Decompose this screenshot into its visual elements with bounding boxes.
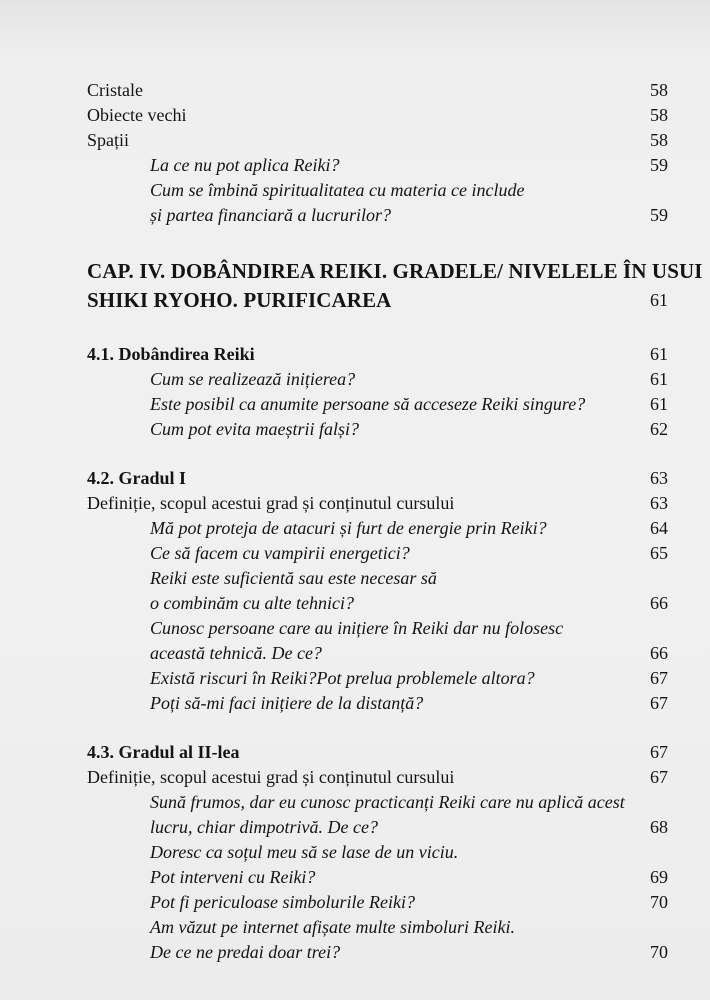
toc-entry-page: 64 xyxy=(650,518,668,538)
toc-entry xyxy=(0,152,710,178)
toc-entry-title: Pot interveni cu Reiki? xyxy=(150,867,316,887)
toc-entry-page: 70 xyxy=(650,942,668,962)
toc-entry-page: 69 xyxy=(650,867,668,887)
toc-entry-title: lucru, chiar dimpotrivă. De ce? xyxy=(150,817,378,837)
toc-entry-page: 61 xyxy=(650,369,668,389)
toc-entry-page: 66 xyxy=(650,643,668,663)
chapter-heading xyxy=(0,285,710,315)
toc-entry-title: Cunosc persoane care au inițiere în Reiki dar nu folosesc xyxy=(150,618,564,638)
toc-entry xyxy=(0,640,710,666)
toc-entry-page: 63 xyxy=(650,493,668,513)
toc-entry xyxy=(0,515,710,541)
toc-entry-title: La ce nu pot aplica Reiki? xyxy=(150,155,340,175)
toc-entry xyxy=(0,490,710,516)
toc-entry-title: Cum se îmbină spiritualitatea cu materia ce include xyxy=(150,180,525,200)
toc-entry xyxy=(0,615,710,641)
toc-entry-title: Reiki este suficientă sau este necesar să xyxy=(150,568,437,588)
toc-entry xyxy=(0,177,710,203)
toc-entry-title: Cum se realizează inițierea? xyxy=(150,369,356,389)
chapter-title: CAP. IV. DOBÂNDIREA REIKI. GRADELE/ NIVELELE ÎN USUI xyxy=(87,259,703,283)
toc-entry-title: Pot fi periculoase simbolurile Reiki? xyxy=(150,892,415,912)
toc-entry xyxy=(0,864,710,890)
toc-entry-page: 58 xyxy=(650,80,668,100)
toc-entry-title: De ce ne predai doar trei? xyxy=(150,942,341,962)
toc-entry-title: Definiție, scopul acestui grad și conținutul cursului xyxy=(87,493,455,513)
toc-entry-title: o combinăm cu alte tehnici? xyxy=(150,593,354,613)
toc-entry xyxy=(0,202,710,228)
toc-entry-page: 65 xyxy=(650,543,668,563)
toc-entry-page: 67 xyxy=(650,767,668,787)
toc-entry-title: Sună frumos, dar eu cunosc practicanți Reiki care nu aplică acest xyxy=(150,792,625,812)
toc-entry-title: Obiecte vechi xyxy=(87,105,187,125)
toc-entry-title: Cum pot evita maeștrii falși? xyxy=(150,419,359,439)
section-page: 61 xyxy=(650,344,668,364)
toc-entry-page: 58 xyxy=(650,105,668,125)
toc-entry xyxy=(0,540,710,566)
toc-entry xyxy=(0,789,710,815)
toc-entry-title: Ce să facem cu vampirii energetici? xyxy=(150,543,410,563)
toc-entry-title: Este posibil ca anumite persoane să acceseze Reiki singure? xyxy=(150,394,586,414)
toc-entry xyxy=(0,889,710,915)
toc-entry-page: 70 xyxy=(650,892,668,912)
toc-entry-title: Spații xyxy=(87,130,130,150)
toc-entry-title: Definiție, scopul acestui grad și conținutul cursului xyxy=(87,767,455,787)
chapter-heading xyxy=(0,256,710,286)
toc-entry xyxy=(0,690,710,716)
toc-entry-page: 66 xyxy=(650,593,668,613)
section-title: 4.2. Gradul I xyxy=(87,468,187,488)
toc-entry xyxy=(0,127,710,153)
toc-entry-title: Poți să-mi faci inițiere de la distanță? xyxy=(150,693,424,713)
chapter-title: SHIKI RYOHO. PURIFICAREA xyxy=(87,288,392,312)
toc-entry xyxy=(0,565,710,591)
toc-entry-title: Mă pot proteja de atacuri și furt de energie prin Reiki? xyxy=(150,518,547,538)
toc-entry xyxy=(0,416,710,442)
toc-entry-title: Doresc ca soțul meu să se lase de un viciu. xyxy=(150,842,459,862)
toc-entry-page: 67 xyxy=(650,693,668,713)
toc-entry xyxy=(0,366,710,392)
toc-entry-page: 58 xyxy=(650,130,668,150)
section-page: 67 xyxy=(650,742,668,762)
chapter-page: 61 xyxy=(650,290,668,310)
toc-entry xyxy=(0,665,710,691)
toc-entry xyxy=(0,77,710,103)
toc-entry xyxy=(0,102,710,128)
toc-entry xyxy=(0,814,710,840)
toc-entry xyxy=(0,590,710,616)
toc-entry-title: Cristale xyxy=(87,80,143,100)
toc-entry-page: 62 xyxy=(650,419,668,439)
section-title: 4.1. Dobândirea Reiki xyxy=(87,344,255,364)
section-heading xyxy=(0,739,710,765)
section-page: 63 xyxy=(650,468,668,488)
toc-entry-title: Am văzut pe internet afișate multe simboluri Reiki. xyxy=(150,917,515,937)
toc-entry xyxy=(0,839,710,865)
toc-entry-title: și partea financiară a lucrurilor? xyxy=(150,205,392,225)
toc-entry-page: 59 xyxy=(650,155,668,175)
toc-entry-title: Există riscuri în Reiki?Pot prelua problemele altora? xyxy=(150,668,535,688)
section-heading xyxy=(0,465,710,491)
toc-entry-page: 68 xyxy=(650,817,668,837)
section-title: 4.3. Gradul al II-lea xyxy=(87,742,240,762)
toc-entry-page: 67 xyxy=(650,668,668,688)
toc-entry xyxy=(0,391,710,417)
toc-entry xyxy=(0,914,710,940)
toc-entry-title: această tehnică. De ce? xyxy=(150,643,322,663)
toc-entry-page: 61 xyxy=(650,394,668,414)
toc-entry xyxy=(0,764,710,790)
toc-entry-page: 59 xyxy=(650,205,668,225)
section-heading xyxy=(0,341,710,367)
toc-entry xyxy=(0,939,710,965)
